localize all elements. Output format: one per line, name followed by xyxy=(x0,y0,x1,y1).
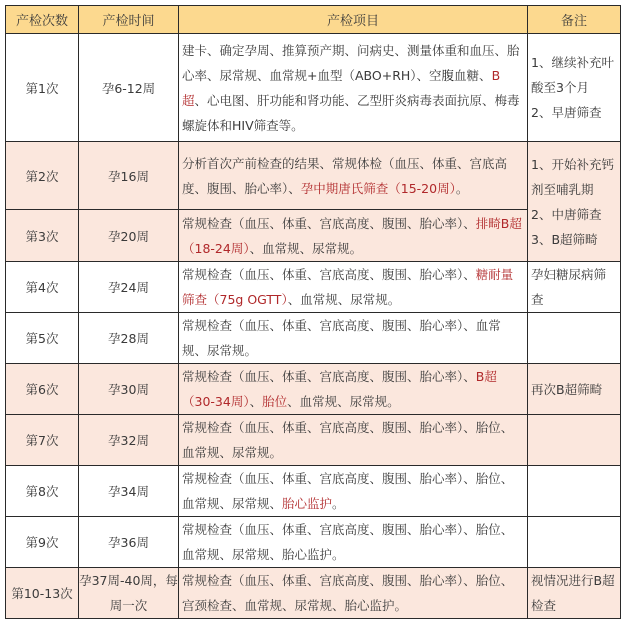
table-row xyxy=(6,34,621,142)
time-cell: 孕28周 xyxy=(79,313,179,364)
item-text: 、血常规、尿常规。 xyxy=(287,292,401,307)
time-cell: 孕24周 xyxy=(79,262,179,313)
table-row xyxy=(6,313,621,364)
visit-cell: 第3次 xyxy=(6,210,79,262)
item-text: 、血常规、尿常规。 xyxy=(287,394,400,409)
table-row xyxy=(6,517,621,568)
items-cell xyxy=(179,568,528,619)
note-cell: 孕妇糖尿病筛查 xyxy=(528,262,621,313)
item-text: 、 xyxy=(249,394,263,409)
highlighted-item: 孕中期唐氏筛查（15-20周） xyxy=(300,180,456,196)
time-cell: 孕6-12周 xyxy=(79,34,179,142)
item-text: 常规检查（血压、体重、宫底高度、腹围、胎心率）、胎位、血常规、尿常规。 xyxy=(182,420,514,460)
table-row xyxy=(6,364,621,415)
item-text: 。 xyxy=(455,180,469,196)
item-text: 常规检查（血压、体重、宫底高度、腹围、胎心率）、 xyxy=(182,215,476,231)
item-text: 、血常规、尿常规。 xyxy=(249,240,363,256)
visit-cell: 第5次 xyxy=(6,313,79,364)
visit-cell: 第1次 xyxy=(6,34,79,142)
table-row xyxy=(6,466,621,517)
item-text: 、心电图、肝功能和肾功能、乙型肝炎病毒表面抗原、梅毒螺旋体和HIV筛查等。 xyxy=(182,92,520,133)
item-text: 分析首次产前检查的结果、常规体检（血压、体重、宫底高度、腹围、胎心率）、 xyxy=(182,155,508,196)
header-row xyxy=(6,6,621,34)
note-cell: 1、继续补充叶酸至3个月 2、早唐筛查 xyxy=(528,34,621,142)
highlighted-item: 糖耐量筛查（75g OGTT） xyxy=(182,267,514,307)
item-text: 常规检查（血压、体重、宫底高度、腹围、胎心率）、胎位、血常规、尿常规、胎心监护。 xyxy=(182,522,514,562)
visit-cell: 第7次 xyxy=(6,415,79,466)
items-cell xyxy=(179,517,528,568)
item-text: 常规检查（血压、体重、宫底高度、腹围、胎心率）、 xyxy=(182,267,476,282)
note-cell xyxy=(528,517,621,568)
items-cell xyxy=(179,364,528,415)
note-cell: 视情况进行B超检查 xyxy=(528,568,621,619)
header-visit: 产检次数 xyxy=(6,6,79,34)
note-cell: 再次B超筛畸 xyxy=(528,364,621,415)
table-row xyxy=(6,142,621,210)
time-cell: 孕30周 xyxy=(79,364,179,415)
item-text: 常规检查（血压、体重、宫底高度、腹围、胎心率）、胎位、宫颈检查、血常规、尿常规、胎心监护。 xyxy=(182,573,514,613)
visit-cell: 第9次 xyxy=(6,517,79,568)
item-text: 血糖、 xyxy=(454,67,492,83)
visit-cell: 第4次 xyxy=(6,262,79,313)
items-cell xyxy=(179,34,528,142)
table-row xyxy=(6,262,621,313)
note-cell xyxy=(528,466,621,517)
highlighted-item: 胎位 xyxy=(262,394,288,409)
items-cell xyxy=(179,466,528,517)
table-row xyxy=(6,568,621,619)
items-cell xyxy=(179,210,528,262)
prenatal-checkup-table xyxy=(5,5,621,619)
highlighted-item: B超（30-34周） xyxy=(182,369,497,409)
visit-cell: 第2次 xyxy=(6,142,79,210)
items-cell xyxy=(179,262,528,313)
items-cell xyxy=(179,142,528,210)
time-cell: 孕32周 xyxy=(79,415,179,466)
item-text: 常规检查（血压、体重、宫底高度、腹围、胎心率）、胎位、血常规、尿常规、 xyxy=(182,471,514,511)
note-cell xyxy=(528,415,621,466)
header-items: 产检项目 xyxy=(179,6,528,34)
note-cell: 1、开始补充钙剂至哺乳期 2、中唐筛查 3、B超筛畸 xyxy=(528,142,621,262)
items-cell xyxy=(179,415,528,466)
note-cell xyxy=(528,313,621,364)
time-cell: 孕16周 xyxy=(79,142,179,210)
item-text: 常规检查（血压、体重、宫底高度、腹围、胎心率）、 xyxy=(182,369,476,384)
highlighted-item: B超 xyxy=(182,67,501,108)
highlighted-item: 胎心监护 xyxy=(282,496,333,511)
visit-cell: 第6次 xyxy=(6,364,79,415)
item-text: 建卡、确定孕周、推算预产期、问病史、测量体重和血压、胎心率、尿常规、血常规+血型（ABO+RH）、空 xyxy=(182,42,520,83)
items-cell xyxy=(179,313,528,364)
item-text: 常规检查（血压、体重、宫底高度、腹围、胎心率）、血常规、尿常规。 xyxy=(182,318,501,358)
time-cell: 孕37周-40周，每周一次 xyxy=(79,568,179,619)
visit-cell: 第10-13次 xyxy=(6,568,79,619)
visit-cell: 第8次 xyxy=(6,466,79,517)
table-row xyxy=(6,415,621,466)
time-cell: 孕20周 xyxy=(79,210,179,262)
time-cell: 孕34周 xyxy=(79,466,179,517)
item-text: 。 xyxy=(332,496,345,511)
item-text: 腹 xyxy=(441,67,455,83)
header-time: 产检时间 xyxy=(79,6,179,34)
highlighted-item: 排畸B超（18-24周） xyxy=(182,215,522,256)
time-cell: 孕36周 xyxy=(79,517,179,568)
header-note: 备注 xyxy=(528,6,621,34)
